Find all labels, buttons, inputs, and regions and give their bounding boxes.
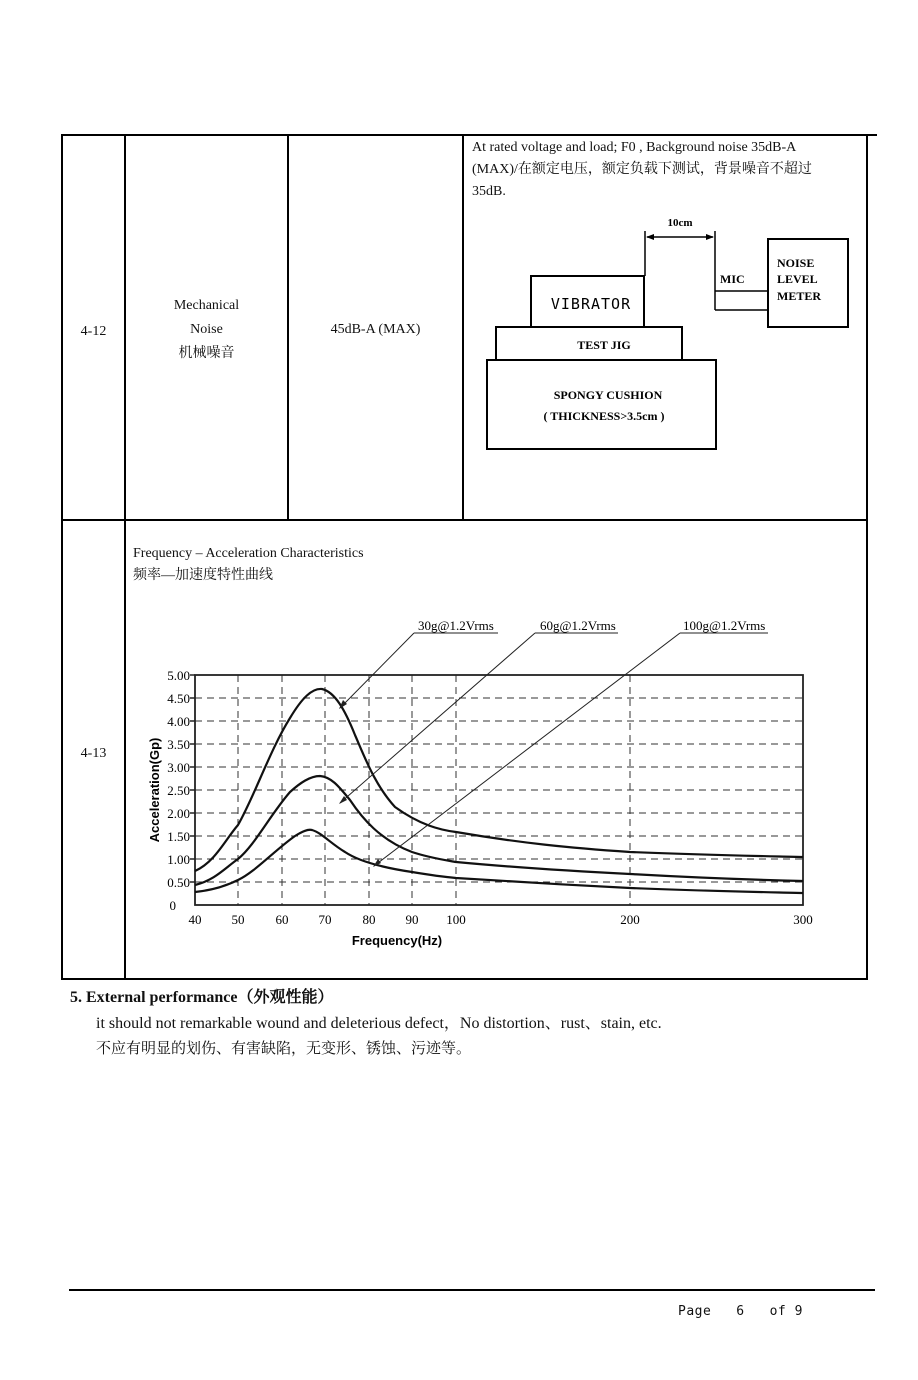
arrow-right-icon <box>706 234 714 240</box>
x-tick: 70 <box>318 912 332 927</box>
section-5-heading: 5. External performance（外观性能） <box>70 989 334 1006</box>
y-tick: 2.00 <box>167 806 190 821</box>
arrow-left-icon <box>646 234 654 240</box>
x-tick: 80 <box>362 912 376 927</box>
y-tick: 3.00 <box>167 760 190 775</box>
mic-label: MIC <box>720 272 745 286</box>
y-tick: 5.00 <box>167 668 190 683</box>
chart-title-en: Frequency – Acceleration Characteristics <box>133 546 364 561</box>
table-bottom-border <box>61 978 868 980</box>
meter-label-1: NOISE <box>777 256 815 270</box>
x-tick: 200 <box>620 912 640 927</box>
x-axis-label: Frequency(Hz) <box>351 933 443 948</box>
table-row-divider <box>61 519 868 521</box>
meter-label-3: METER <box>777 289 822 303</box>
footer-rule <box>69 1289 875 1291</box>
mechanical-noise-label <box>126 294 287 366</box>
meter-label-2: LEVEL <box>777 272 818 286</box>
cushion-label-2: ( THICKNESS>3.5cm ) <box>543 409 665 423</box>
y-tick: 2.50 <box>167 783 190 798</box>
condition-line2: (MAX)/在额定电压，额定负载下测试，背景噪音不超过 <box>472 162 812 177</box>
y-tick: 3.50 <box>167 737 190 752</box>
chart-title-cn: 频率—加速度特性曲线 <box>133 568 273 583</box>
distance-label: 10cm <box>667 217 693 229</box>
item-en-line1: Mechanical <box>173 298 240 313</box>
series-label-100g: 100g@1.2Vrms <box>683 618 766 633</box>
chart-title-block <box>133 543 364 587</box>
row-id-4-12: 4-12 <box>80 324 107 339</box>
noise-test-setup-diagram <box>480 205 870 465</box>
section-5-body-cn: 不应有明显的划伤、有害缺陷，无变形、锈蚀、污迹等。 <box>96 1041 472 1057</box>
section-5-body-en: it should not remarkable wound and deleterious defect，No distortion、rust、stain, etc. <box>96 1015 662 1032</box>
condition-line3: 35dB. <box>472 184 506 199</box>
y-tick: 0.50 <box>167 875 190 890</box>
y-tick: 0 <box>169 898 176 913</box>
condition-line1: At rated voltage and load; F0 , Background noise 35dB-A <box>472 140 797 155</box>
table-top-border <box>61 134 877 136</box>
y-axis-label: Acceleration(Gp) <box>147 737 162 843</box>
grid-lines <box>195 675 803 905</box>
test-jig-label: TEST JIG <box>577 338 631 352</box>
x-tick: 300 <box>793 912 813 927</box>
frequency-acceleration-chart <box>140 600 840 960</box>
test-condition <box>472 137 864 203</box>
y-tick: 4.50 <box>167 691 190 706</box>
x-tick: 60 <box>275 912 289 927</box>
item-cn: 机械噪音 <box>178 346 235 361</box>
y-tick: 4.00 <box>167 714 190 729</box>
series-label-30g: 30g@1.2Vrms <box>418 618 494 633</box>
x-tick: 50 <box>231 912 245 927</box>
x-tick: 100 <box>446 912 466 927</box>
x-tick: 40 <box>188 912 202 927</box>
y-tick: 1.50 <box>167 829 190 844</box>
arrowhead-icon <box>339 796 347 804</box>
vibrator-label: VIBRATOR <box>550 295 632 313</box>
series-label-60g: 60g@1.2Vrms <box>540 618 616 633</box>
row-id-4-13: 4-13 <box>80 746 107 761</box>
spec-value: 45dB-A (MAX) <box>330 322 421 337</box>
table-col-divider-3 <box>462 134 464 520</box>
x-tick: 90 <box>405 912 419 927</box>
y-tick: 1.00 <box>167 852 190 867</box>
cushion-label-1: SPONGY CUSHION <box>553 388 663 402</box>
curve-60g <box>195 776 803 885</box>
page-number: Page 6 of 9 <box>678 1304 803 1319</box>
table-col-divider-1 <box>124 134 126 980</box>
spongy-cushion-box <box>487 360 716 449</box>
table-left-border <box>61 134 63 980</box>
item-en-line2: Noise <box>190 322 223 337</box>
